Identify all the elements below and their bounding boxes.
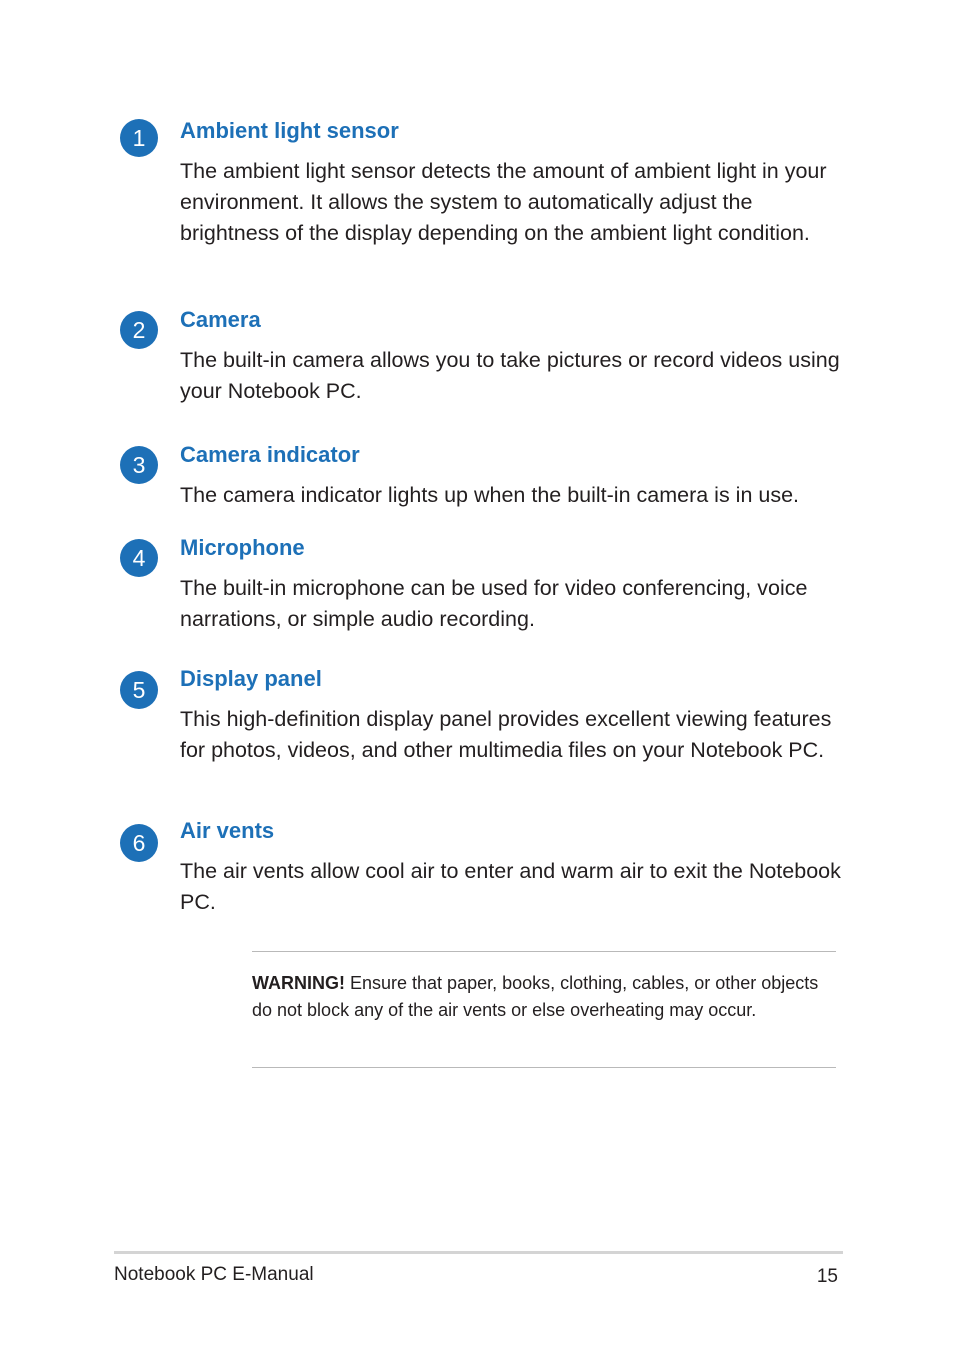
warning-label: WARNING! <box>252 973 345 993</box>
item-title: Display panel <box>180 666 322 691</box>
warning-bottom-divider <box>252 1067 836 1068</box>
item-title: Air vents <box>180 818 275 843</box>
item-title: Ambient light sensor <box>180 118 399 143</box>
item-description: The ambient light sensor detects the amount of ambient light in your environment. It allows the system to automatically adjust the brightness of the display depending on the ambient light condition. <box>180 159 827 245</box>
number-badge-4: 4 <box>120 539 158 577</box>
page-number: 15 <box>816 1266 838 1287</box>
item-title: Camera <box>180 307 261 332</box>
item-description: The air vents allow cool air to enter and warm air to exit the Notebook PC. <box>180 859 841 914</box>
item-title: Microphone <box>180 535 305 560</box>
item-description: The built-in microphone can be used for video conferencing, voice narrations, or simple audio recording. <box>180 576 808 631</box>
warning-note <box>252 970 836 1024</box>
item-description: The built-in camera allows you to take pictures or record videos using your Notebook PC. <box>180 348 840 403</box>
footer-divider <box>114 1251 843 1254</box>
number-badge-5: 5 <box>120 671 158 709</box>
item-title: Camera indicator <box>180 442 360 467</box>
warning-text: Ensure that paper, books, clothing, cables, or other objects do not block any of the air vents or else overheating may occur. <box>252 973 819 1020</box>
footer-manual-title: Notebook PC E-Manual <box>114 1264 314 1285</box>
item-description: The camera indicator lights up when the built-in camera is in use. <box>180 483 800 507</box>
number-badge-1: 1 <box>120 119 158 157</box>
warning-top-divider <box>252 951 836 952</box>
number-badge-3: 3 <box>120 446 158 484</box>
number-badge-6: 6 <box>120 824 158 862</box>
item-description: This high-definition display panel provides excellent viewing features for photos, videos, and other multimedia files on your Notebook PC. <box>180 707 832 762</box>
number-badge-2: 2 <box>120 311 158 349</box>
